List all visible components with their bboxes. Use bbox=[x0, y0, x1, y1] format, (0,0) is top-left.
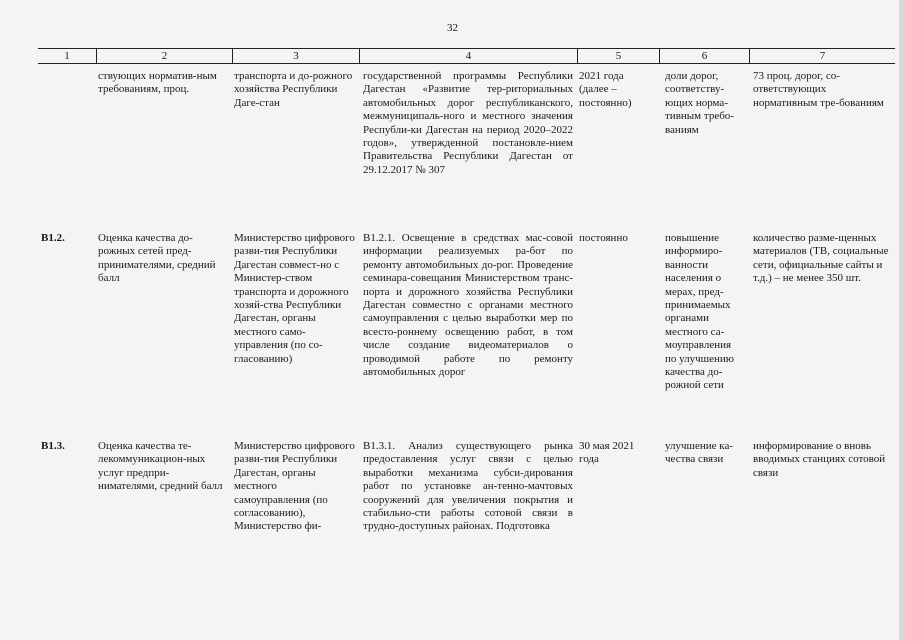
row-deadline: постоянно bbox=[579, 232, 628, 244]
row-measure: В1.3.1. Анализ существующего рынка предоставления услуг связи с целью выработки механизма субси-дирования работ по установке ан-тенно-мачтовых сооружений для увеличения покрытия и стабильно-сти работы сотовой связи в трудно-доступных районах. Подготовка bbox=[363, 440, 573, 533]
row-indicator: Оценка качества до-рожных сетей пред-принимателями, средний балл bbox=[98, 232, 216, 285]
table-row bbox=[38, 440, 895, 534]
column-number-3: 3 bbox=[232, 49, 359, 63]
row-indicator: ствующих норматив-ным требованиям, проц. bbox=[98, 70, 217, 96]
row-measure: В1.2.1. Освещение в средствах мас-совой информации реализуемых ра-бот по ремонту автомобильных до-рог. Проведение семинара-совещания Министерством транс-порта и дорожного хозяйства Республики Дагестан совместно с органами местного самоуправления с целью выработки мер по всесто-роннему освещению работ, в том числе создание видеоматериалов о проводимой работе по ремонту автомобильных дорог bbox=[363, 232, 573, 379]
row-result: повышение информиро-ванности населения о мерах, пред-принимаемых органами местного са-моуправления по улучшению качества до-рожной сети bbox=[665, 232, 735, 392]
row-responsible: Министерство цифрового разви-тия Республики Дагестан, органы местного самоуправления (по согласованию), Министерство фи- bbox=[234, 440, 355, 533]
row-indicator-value: информирование о вновь вводимых станциях сотовой связи bbox=[753, 440, 886, 479]
column-number-5: 5 bbox=[577, 49, 659, 63]
row-indicator-value: количество разме-щенных материалов (ТВ, социальные сети, официальные сайты и т.д.) – не менее 350 шт. bbox=[753, 232, 889, 285]
table-row bbox=[38, 70, 895, 177]
row-result: доли дорог, соответству-ющих норма-тивным требо-ваниям bbox=[665, 70, 734, 136]
column-number-4: 4 bbox=[359, 49, 577, 63]
column-number-6: 6 bbox=[659, 49, 749, 63]
row-code bbox=[38, 70, 96, 177]
row-measure: государственной программы Республики Дагестан «Развитие тер-риториальных автомобильных дорог республиканского, межмуниципаль-ного и местного значения Республи-ки Дагестан на период 2020–2022 годов», утвержденной постановле-нием Правительства Республики Дагестан от 29.12.2017 № 307 bbox=[363, 70, 573, 176]
column-number-2: 2 bbox=[96, 49, 232, 63]
row-responsible: транспорта и до-рожного хозяйства Республики Даге-стан bbox=[234, 70, 353, 109]
column-number-7: 7 bbox=[749, 49, 895, 63]
row-result: улучшение ка-чества связи bbox=[665, 440, 734, 466]
row-indicator: Оценка качества те-лекоммуникацион-ных услуг предпри-нимателями, средний балл bbox=[98, 440, 223, 493]
row-deadline: 30 мая 2021 года bbox=[579, 440, 635, 466]
row-deadline: 2021 года (далее – постоянно) bbox=[579, 70, 632, 109]
row-code: В1.2. bbox=[41, 232, 65, 244]
row-indicator-value: 73 проц. дорог, со-ответствующих нормативным тре-бованиям bbox=[753, 70, 884, 109]
table-header bbox=[38, 48, 895, 64]
scan-edge bbox=[899, 0, 905, 640]
page-number: 32 bbox=[447, 22, 458, 34]
table-row bbox=[38, 232, 895, 393]
row-responsible: Министерство цифрового разви-тия Республики Дагестан совмест-но с Министер-ством транспорта и дорожного хозяй-ства Республики Дагестан, органы местного само-управления (по со-гласованию) bbox=[234, 232, 355, 365]
row-code: В1.3. bbox=[41, 440, 65, 452]
column-number-1: 1 bbox=[64, 50, 70, 62]
